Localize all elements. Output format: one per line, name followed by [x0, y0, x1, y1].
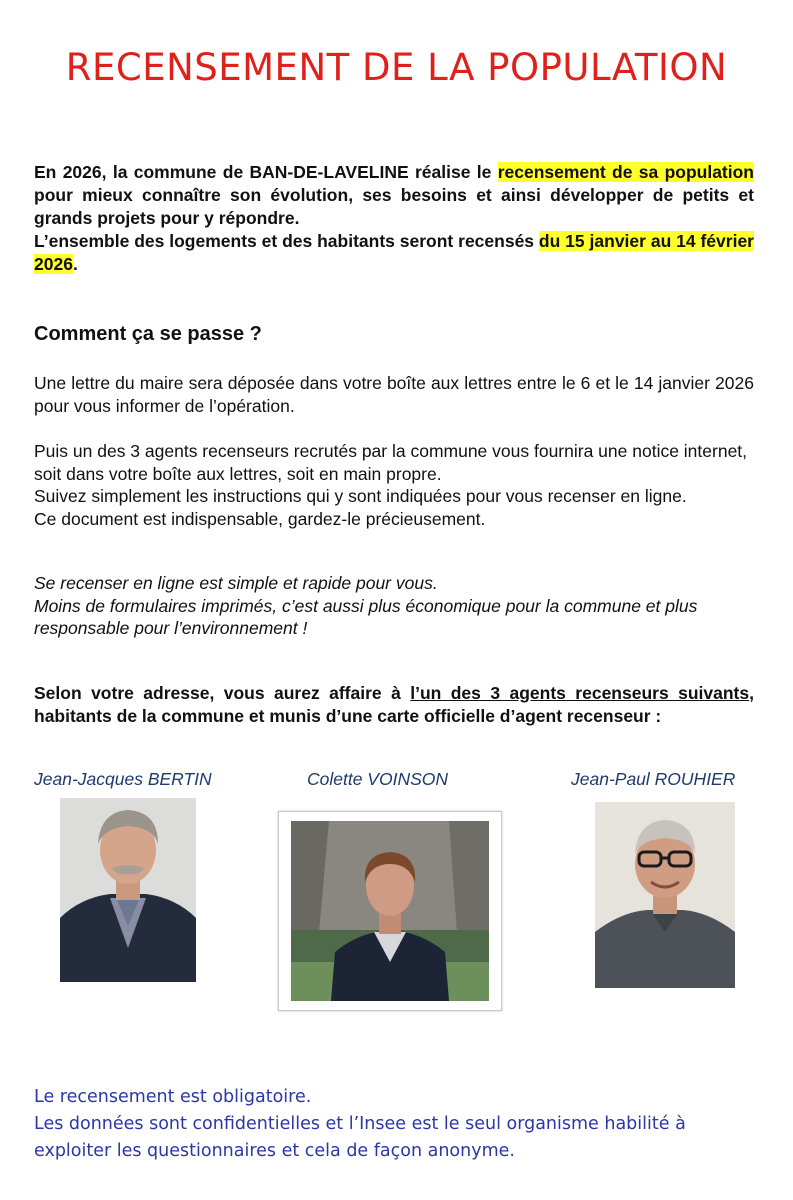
agent-name-2: Colette VOINSON	[307, 769, 449, 789]
agents-intro-text-2: , habitants de la commune et munis d’une carte officielle d’agent recenseur :	[34, 683, 754, 726]
agents-intro-text-1: Selon votre adresse, vous aurez affaire à	[34, 683, 411, 703]
agents-paragraph	[34, 440, 754, 530]
online-text-1: Se recenser en ligne est simple et rapide pour vous.	[34, 573, 438, 593]
intro-paragraph	[34, 161, 754, 276]
agent-photo-3	[595, 802, 735, 988]
footer-note	[34, 1084, 764, 1165]
footer-line-1: Le recensement est obligatoire.	[34, 1087, 312, 1107]
agent-portrait-1	[60, 798, 196, 982]
agents-intro-paragraph	[34, 682, 754, 727]
page-title: RECENSEMENT DE LA POPULATION	[65, 46, 728, 89]
agents-text-2: Suivez simplement les instructions qui y sont indiquées pour vous recenser en ligne.	[34, 486, 687, 506]
agents-intro-underlined: l’un des 3 agents recenseurs suivants	[410, 683, 750, 703]
online-text-2: Moins de formulaires imprimés, c’est aussi plus économique pour la commune et plus responsable pour l’environnement !	[34, 595, 698, 638]
agent-photo-2	[278, 811, 502, 1011]
letter-paragraph: Une lettre du maire sera déposée dans votre boîte aux lettres entre le 6 et le 14 janvier 2026 pour vous informer de l’opération.	[34, 373, 754, 416]
agent-photo-1	[60, 798, 196, 982]
agent-name-1: Jean-Jacques BERTIN	[34, 769, 212, 789]
online-paragraph	[34, 572, 734, 640]
intro-text-2: pour mieux connaître son évolution, ses besoins et ainsi développer de petits et grands projets pour y répondre.	[34, 185, 754, 228]
agent-name-3: Jean-Paul ROUHIER	[571, 769, 736, 789]
agents-text-3: Ce document est indispensable, gardez-le précieusement.	[34, 508, 486, 529]
intro-highlight-2: du 15 janvier au 14 février 2026	[34, 231, 754, 274]
agents-text-1: Puis un des 3 agents recenseurs recrutés par la commune vous fournira une notice internet, soit dans votre boîte aux lettres, soit en main propre.	[34, 441, 748, 484]
footer-line-2: Les données sont confidentielles et l’Insee est le seul organisme habilité à exploiter les questionnaires et cela de façon anonyme.	[34, 1114, 686, 1161]
section-title: Comment ça se passe ?	[34, 323, 262, 345]
intro-text-1: En 2026, la commune de BAN-DE-LAVELINE réalise le	[34, 162, 498, 182]
intro-text-3: L’ensemble des logements et des habitants seront recensés	[34, 231, 539, 251]
intro-text-4: .	[72, 254, 78, 274]
intro-highlight-1: recensement de sa population	[497, 162, 754, 182]
agent-portrait-2	[279, 812, 501, 1010]
agent-portrait-3	[595, 802, 735, 988]
